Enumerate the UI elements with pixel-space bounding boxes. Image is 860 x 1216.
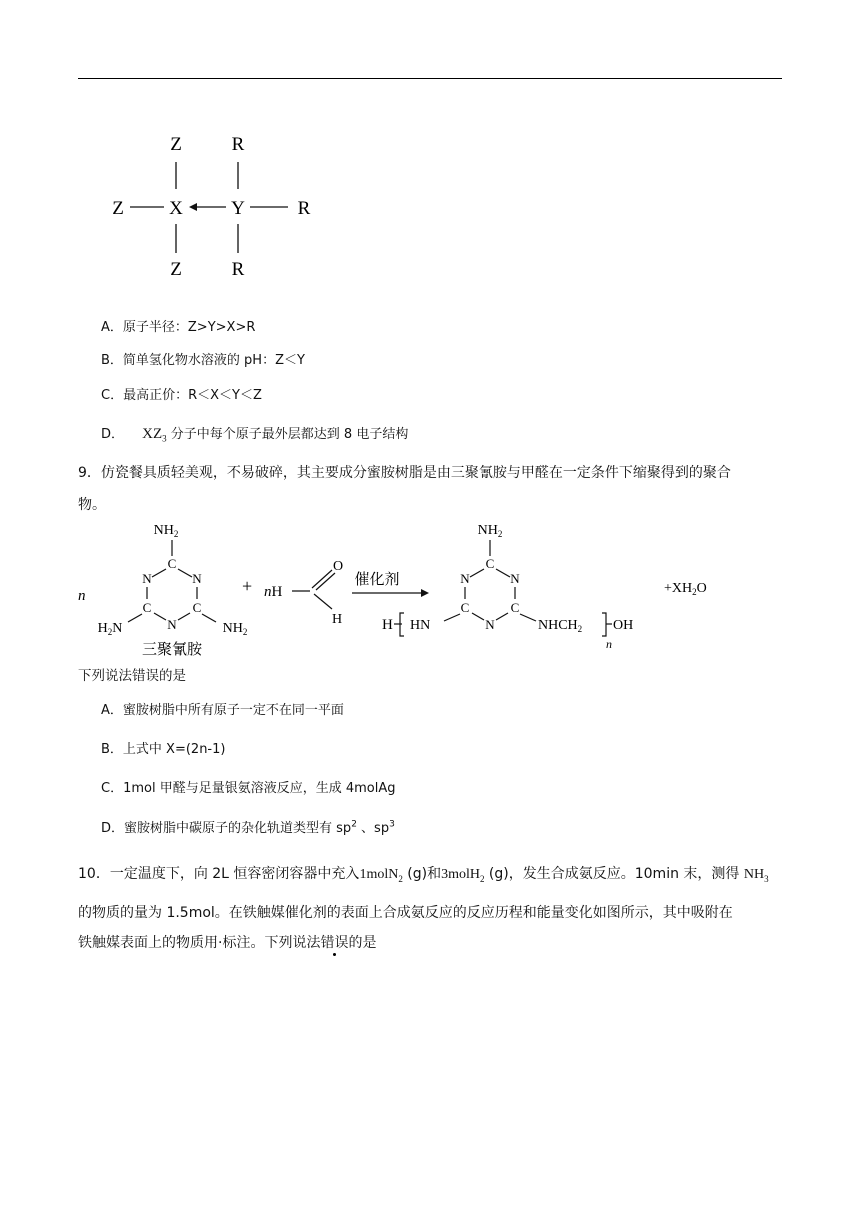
atom-r-right: R — [297, 198, 311, 219]
svg-text:C: C — [192, 600, 202, 615]
catalyst-label: 催化剂 — [354, 570, 400, 588]
atom-r-bottom: R — [231, 259, 245, 280]
option-text: 蜜胺树脂中所有原子一定不在同一平面 — [122, 703, 344, 718]
svg-text:C: C — [460, 600, 470, 615]
option-formula-sub: 3 — [162, 433, 167, 444]
header-rule — [78, 78, 782, 79]
option-label: B． — [101, 353, 123, 368]
q9-question: 下列说法错误的是 — [78, 668, 186, 684]
svg-text:N: N — [460, 571, 470, 586]
emphasis-text: 错误 — [320, 935, 349, 951]
svg-text:C: C — [510, 600, 520, 615]
q9-stem-line1 — [78, 462, 731, 482]
option-label: A． — [101, 703, 123, 718]
product-n: n — [606, 637, 612, 651]
melamine-name: 三聚氰胺 — [141, 640, 203, 658]
product-oh: OH — [613, 618, 634, 633]
q9-option-c — [101, 777, 396, 796]
melamine-nh2-left: $H_2N$ — [97, 621, 123, 637]
question-number: 10． — [78, 866, 110, 882]
option-text: 上式中 X=(2n-1) — [122, 742, 226, 757]
option-text: 原子半径：Z>Y>X>R — [122, 320, 256, 335]
option-label: B． — [101, 742, 123, 757]
atom-z-bottom: Z — [170, 259, 182, 280]
formaldehyde-h: H — [331, 612, 343, 627]
svg-text:N: N — [510, 571, 520, 586]
svg-text:C: C — [142, 600, 152, 615]
q9-option-b — [101, 738, 225, 757]
svg-text:C: C — [167, 556, 177, 571]
svg-text:C: C — [485, 556, 495, 571]
option-label: C． — [101, 388, 124, 403]
q8-option-c — [101, 384, 262, 403]
option-sup-2: 2 — [351, 819, 357, 830]
atom-r-top: R — [231, 134, 245, 155]
melamine-nh2-top: $NH_2$ — [153, 523, 179, 539]
option-formula: XZ — [142, 426, 163, 442]
melamine-nh2-right: $NH_2$ — [222, 621, 248, 637]
option-sup-3: 3 — [389, 819, 395, 830]
question-number: 9． — [78, 465, 101, 481]
svg-text:N: N — [192, 571, 202, 586]
option-text: 蜜胺树脂中碳原子的杂化轨道类型有 sp — [124, 821, 352, 836]
plus-sign: + — [242, 576, 253, 596]
product-nh2-top: $NH_2$ — [477, 523, 503, 539]
q9-option-a — [101, 699, 344, 718]
melamine-reaction-scheme — [72, 516, 712, 662]
option-label: D． — [101, 427, 125, 442]
q8-option-b — [101, 349, 305, 368]
option-text: 分子中每个原子最外层都达到 8 电子结构 — [170, 427, 409, 442]
option-text-mid: 、sp — [356, 821, 390, 836]
option-text: 最高正价：R＜X＜Y＜Z — [123, 388, 262, 403]
q8-option-a — [101, 316, 255, 335]
atom-y: Y — [231, 198, 245, 219]
formaldehyde-nh: nH — [264, 584, 283, 600]
question-stem: 仿瓷餐具质轻美观，不易破碎，其主要成分蜜胺树脂是由三聚氰胺与甲醛在一定条件下缩聚得到的聚合 — [100, 465, 731, 481]
option-text: 1mol 甲醛与足量银氨溶液反应，生成 4molAg — [123, 781, 396, 796]
q10-line1: 10．一定温度下，向 2L 恒容密闭容器中充入1molN$_2$ (g)和3molH$_2$ (g)，发生合成氨反应。10min 末，测得 $NH_3$ — [78, 866, 769, 884]
q8-option-d — [101, 423, 408, 444]
coefficient-n: n — [78, 588, 86, 604]
option-text: 简单氢化物水溶液的 pH：Z＜Y — [122, 353, 305, 368]
product-nhch2: $NHCH_2$ — [538, 618, 583, 634]
q9-stem-line2: 物。 — [78, 497, 106, 513]
product-hn: HN — [410, 618, 431, 633]
q9-option-d — [101, 817, 395, 836]
svg-text:N: N — [142, 571, 152, 586]
svg-text:N: N — [167, 617, 177, 632]
atom-x: X — [169, 198, 183, 219]
formaldehyde-o: O — [332, 559, 344, 574]
product-h: H — [382, 617, 393, 633]
atom-z-left: Z — [112, 198, 124, 219]
q10-line2: 的物质的量为 1.5mol。在铁触媒催化剂的表面上合成氨反应的反应历程和能量变化如图所示，其中吸附在 — [78, 905, 733, 921]
xyzr-structure-diagram — [100, 125, 330, 285]
q10-line3: 铁触媒表面上的物质用·标注。下列说法错误的是 — [78, 935, 377, 951]
water-byproduct: $+XH_2O$ — [664, 581, 707, 597]
option-label: C． — [101, 781, 124, 796]
option-label: D． — [101, 821, 125, 836]
atom-z-top: Z — [170, 134, 182, 155]
svg-text:N: N — [485, 617, 495, 632]
option-label: A． — [101, 320, 123, 335]
